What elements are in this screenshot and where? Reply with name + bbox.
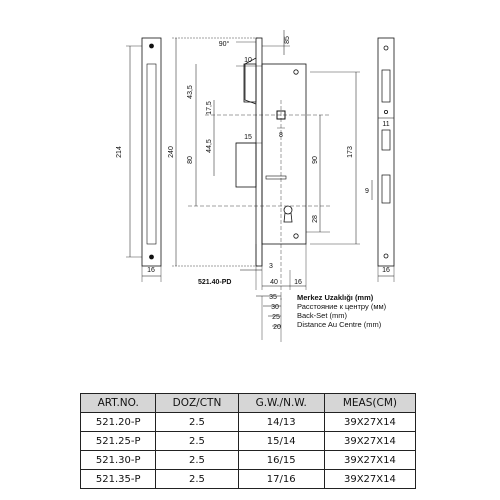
dim-80: 80 [187,156,194,164]
dim-44-5: 44,5 [206,139,213,153]
dim-173: 173 [347,146,354,158]
backset-caption-en: Back-Set (mm) [297,311,348,320]
dim-40: 40 [270,279,278,286]
backset-caption [297,293,386,329]
dim-16-right: 16 [382,267,390,274]
table-row [81,470,416,489]
cell-meas: 39X27X14 [324,413,415,432]
dim-11: 11 [382,121,390,128]
cell-meas: 39X27X14 [324,470,415,489]
cell-art-no: 521.30-P [81,451,156,470]
dim-35: 35 [269,294,277,301]
cell-gw-nw: 15/14 [238,432,324,451]
cell-doz-ctn: 2.5 [156,432,238,451]
table-row [81,432,416,451]
cell-meas: 39X27X14 [324,451,415,470]
dim-16-bottom: 16 [294,279,302,286]
cell-doz-ctn: 2.5 [156,451,238,470]
faceplate-side-view [126,38,161,282]
dim-9: 9 [365,188,369,195]
cell-art-no: 521.20-P [81,413,156,432]
cell-meas: 39X27X14 [324,432,415,451]
dim-20: 20 [273,324,281,331]
dim-25: 25 [272,314,280,321]
cell-gw-nw: 14/13 [238,413,324,432]
dim-16-left: 16 [147,267,155,274]
backset-caption-ru: Расстояние к центру (мм) [297,302,387,311]
faceplate-edge-view [372,38,394,282]
dim-17-5: 17,5 [206,101,213,115]
dim-8: 8 [279,132,283,139]
spec-table [80,393,416,489]
backset-caption-tr: Merkez Uzaklığı (mm) [297,293,374,302]
dim-15: 15 [244,134,252,141]
cell-doz-ctn: 2.5 [156,413,238,432]
dim-3: 3 [269,263,273,270]
dim-214: 214 [116,146,123,158]
dim-10: 10 [244,57,252,64]
table-row [81,413,416,432]
dim-90: 90 [312,156,319,164]
header-meas: MEAS(CM) [324,394,415,413]
dim-43-5: 43,5 [187,85,194,99]
dim-28: 28 [312,215,319,223]
header-art-no: ART.NO. [81,394,156,413]
dim-90-deg: 90° [218,41,230,48]
cell-art-no: 521.25-P [81,432,156,451]
dim-30: 30 [271,304,279,311]
table-header-row [81,394,416,413]
backset-caption-fr: Distance Au Centre (mm) [297,320,382,329]
header-doz-ctn: DOZ/CTN [156,394,238,413]
header-gw-nw: G.W./N.W. [238,394,324,413]
cell-art-no: 521.35-P [81,470,156,489]
dim-85: 85 [284,36,291,44]
cell-gw-nw: 17/16 [238,470,324,489]
cell-doz-ctn: 2.5 [156,470,238,489]
model-label: 521.40-PD [198,279,232,286]
dim-240: 240 [168,146,175,158]
cell-gw-nw: 16/15 [238,451,324,470]
table-row [81,451,416,470]
